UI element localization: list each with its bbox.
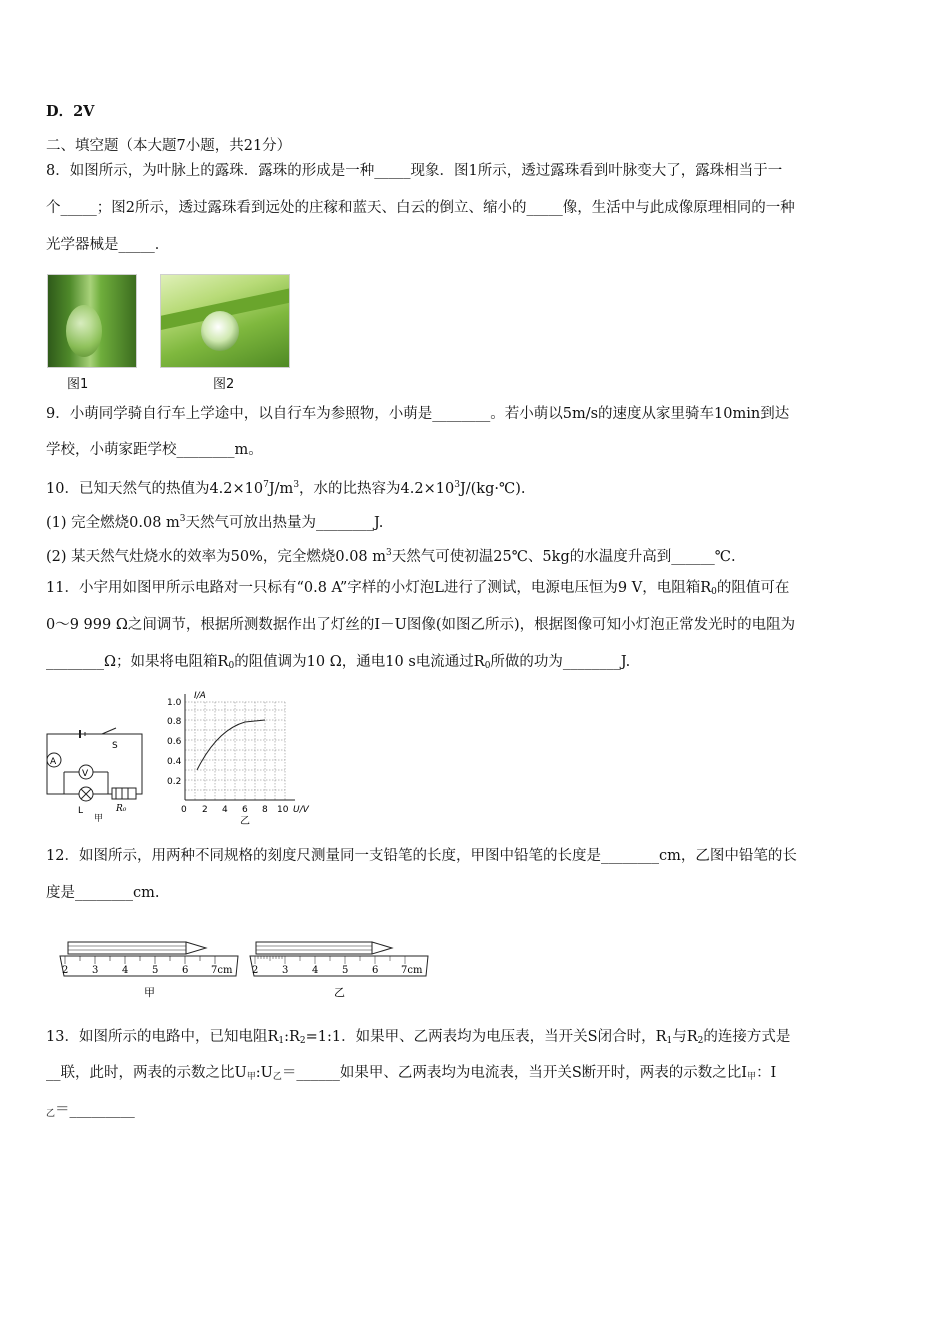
- ruler-jia-caption: 甲: [144, 986, 155, 999]
- circuit-diagram: [42, 722, 154, 822]
- q13-l2-c: ＝______如果甲、乙两表均为电流表，当开关S断开时，两表的示数之比I: [281, 1065, 748, 1081]
- ruler-jia-tick-4: 4: [122, 965, 129, 976]
- q11-l3-a: ________Ω；如果将电阻箱R: [46, 654, 229, 670]
- q13-sub-yi2: 乙: [46, 1109, 56, 1119]
- q13-sub1b: 1: [666, 1036, 673, 1046]
- q10-exp-7: 7: [263, 480, 269, 490]
- q10-text-c: ，水的比热容为4.2×10: [299, 481, 455, 497]
- ytick-02: 0.2: [167, 777, 182, 787]
- ruler-jia-tick-2: 2: [62, 965, 69, 976]
- ruler-yi-tick-4: 4: [312, 965, 319, 976]
- dewdrop-photo-2: [160, 274, 290, 368]
- q13-line3: [46, 1100, 135, 1124]
- q13-l1-b: :R: [284, 1029, 300, 1045]
- xtick-2: 2: [202, 805, 208, 815]
- q13-sub2: 2: [299, 1036, 306, 1046]
- q10-p1-b: 天然气可放出热量为________J.: [185, 515, 384, 531]
- resistor-label: R₀: [116, 804, 127, 814]
- ruler-jia-tick-3: 3: [92, 965, 99, 976]
- ruler-yi-tick-6: 6: [372, 965, 379, 976]
- q10-part1: [46, 509, 383, 533]
- q13-sub-yi: 乙: [272, 1072, 282, 1082]
- q10-p2-b: 天然气可使初温25℃、5kg的水温度升高到______℃.: [391, 549, 736, 565]
- ytick-04: 0.4: [167, 757, 182, 767]
- q11-line1: [46, 578, 789, 602]
- q10-line1: [46, 475, 525, 499]
- q13-l1-a: 13．如图所示的电路中，已知电阻R: [46, 1029, 279, 1045]
- q13-sub-jia: 甲: [246, 1072, 256, 1082]
- q11-l1-a: 11．小宇用如图甲所示电路对一只标有“0.8 A”字样的小灯泡L进行了测试，电源电压恒为9 V，电阻箱R: [46, 580, 712, 596]
- pencil-yi: [256, 942, 392, 954]
- q11-sub0: 0: [711, 587, 717, 597]
- q11-sub0b: 0: [228, 661, 235, 671]
- ruler-yi-tick-5: 5: [342, 965, 349, 976]
- ytick-08: 0.8: [167, 717, 182, 727]
- xtick-4: 4: [222, 805, 228, 815]
- ruler-jia-tick-6: 6: [182, 965, 189, 976]
- q12-line1: 12．如图所示，用两种不同规格的刻度尺测量同一支铅笔的长度，甲图中铅笔的长度是________cm，乙图中铅笔的长: [46, 848, 797, 864]
- q10-part2: [46, 543, 736, 567]
- ruler-jia-tick-7: 7cm: [211, 965, 233, 976]
- dewdrop-photo-1: [47, 274, 137, 368]
- q8-line2: 个_____；图2所示，透过露珠看到远处的庄稼和蓝天、白云的倒立、缩小的_____像，生活中与此成像原理相同的一种: [46, 200, 795, 216]
- voltmeter-label: V: [82, 769, 89, 779]
- q11-l3-c: 所做的功为________J.: [490, 654, 631, 670]
- ruler-yi-caption: 乙: [334, 986, 345, 999]
- ruler-jia-tick-5: 5: [152, 965, 159, 976]
- q13-l3-b: ＝_________: [55, 1102, 135, 1118]
- lamp-label: L: [78, 806, 84, 816]
- q13-sub-jia2: 甲: [747, 1072, 757, 1082]
- q13-l2-b: :U: [255, 1065, 273, 1081]
- q10-p1-exp: 3: [179, 514, 186, 524]
- q10-text-d: J/(kg·℃).: [459, 481, 526, 497]
- q13-line1: [46, 1027, 790, 1051]
- graph-ylabel: I/A: [194, 691, 206, 701]
- ruler-yi-tick-3: 3: [282, 965, 289, 976]
- q11-line2: 0～9 999 Ω之间调节，根据所测数据作出了灯丝的I－U图像(如图乙所示)，根据图像可知小灯泡正常发光时的电阻为: [46, 617, 796, 633]
- q12-line2: 度是________cm.: [46, 885, 160, 901]
- xtick-0: 0: [181, 805, 187, 815]
- xtick-6: 6: [242, 805, 248, 815]
- q13-sub1: 1: [278, 1036, 285, 1046]
- q13-l1-d: 与R: [672, 1029, 698, 1045]
- q13-l1-e: 的连接方式是: [703, 1029, 791, 1045]
- ruler-jia: [58, 938, 243, 1004]
- circuit-caption: 甲: [94, 814, 104, 822]
- ruler-yi-tick-2: 2: [252, 965, 259, 976]
- ruler-yi-tick-7: 7cm: [401, 965, 423, 976]
- section-heading: 二、填空题（本大题7小题，共21分）: [46, 138, 292, 154]
- q11-l3-b: 的阻值调为10 Ω，通电10 s电流通过R: [234, 654, 485, 670]
- ytick-1: 1.0: [167, 698, 182, 708]
- fig2-caption: 图2: [213, 377, 235, 392]
- q13-line2: [46, 1063, 776, 1087]
- q10-exp-3: 3: [293, 480, 300, 490]
- q13-l2-a: __联，此时，两表的示数之比U: [46, 1065, 247, 1081]
- q9-line2: 学校，小萌家距学校________m。: [46, 442, 263, 458]
- ammeter-label: A: [50, 757, 57, 767]
- q10-p2-exp: 3: [386, 548, 392, 558]
- graph-grid: [185, 702, 285, 800]
- fig1-caption: 图1: [67, 377, 89, 392]
- q10-p1-a: (1) 完全燃烧0.08 m: [46, 515, 180, 531]
- q8-line3: 光学器械是_____．: [46, 237, 170, 253]
- q8-line1: 8．如图所示，为叶脉上的露珠．露珠的形成是一种_____现象．图1所示，透过露珠看到叶脉变大了，露珠相当于一: [46, 163, 783, 179]
- q10-exp-3b: 3: [454, 480, 460, 490]
- option-d: D．2V: [46, 103, 95, 120]
- q13-sub2b: 2: [697, 1036, 704, 1046]
- switch-label: S: [112, 741, 118, 751]
- q10-p2-a: (2) 某天然气灶烧水的效率为50%，完全燃烧0.08 m: [46, 549, 387, 565]
- q10-text-a: 10．已知天然气的热值为4.2×10: [46, 481, 264, 497]
- ruler-yi: [248, 938, 433, 1004]
- graph-caption: 乙: [240, 816, 250, 827]
- q11-l1-b: 的阻值可在: [716, 580, 790, 596]
- pencil-jia: [68, 942, 206, 954]
- q11-line3: [46, 652, 630, 676]
- q10-text-b: J/m: [268, 481, 294, 497]
- xtick-10: 10: [277, 805, 289, 815]
- ytick-06: 0.6: [167, 737, 182, 747]
- graph-xlabel: U/V: [293, 805, 309, 815]
- q13-l1-c: =1:1．如果甲、乙两表均为电压表，当开关S闭合时，R: [305, 1029, 667, 1045]
- q9-line1: 9．小萌同学骑自行车上学途中，以自行车为参照物，小萌是________。若小萌以5m/s的速度从家里骑车10min到达: [46, 406, 790, 422]
- q13-l2-d: ：I: [756, 1065, 777, 1081]
- iu-graph: [165, 688, 325, 828]
- xtick-8: 8: [262, 805, 268, 815]
- q11-sub0c: 0: [484, 661, 491, 671]
